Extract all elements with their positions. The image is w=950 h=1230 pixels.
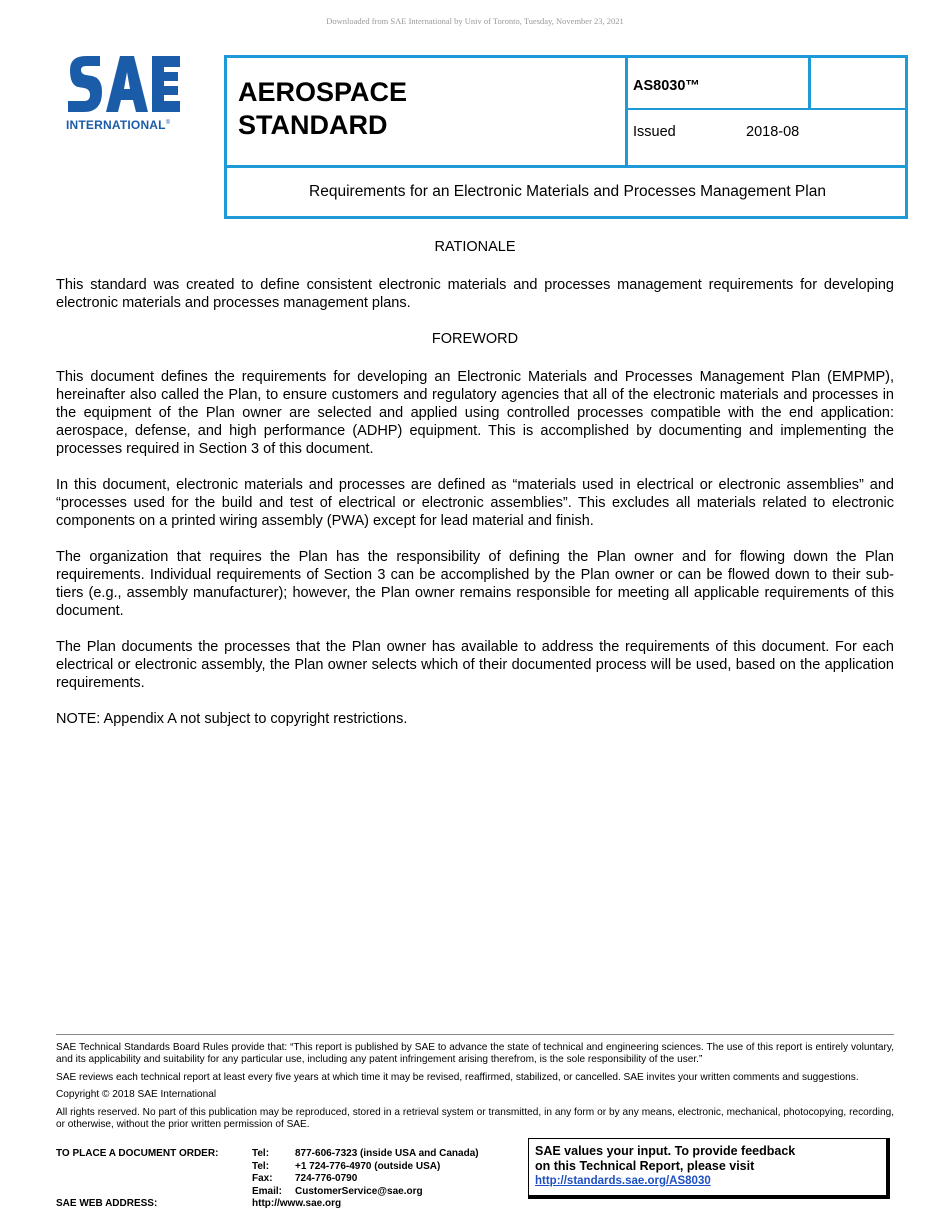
footer [56, 1034, 894, 1136]
registered-mark: ® [165, 120, 171, 126]
contact-row [252, 1148, 479, 1161]
document-title: Requirements for an Electronic Materials and Processes Management Plan [309, 183, 826, 200]
contact-row [252, 1173, 479, 1186]
divider [808, 58, 811, 108]
paragraph: The Plan documents the processes that the Plan owner has available to address the requirements of this document. For each electrical or electronic assembly, the Plan owner selects which of their documented process will be used, based on the application requirements. [56, 639, 894, 691]
contact-email-link[interactable]: CustomerService@sae.org [295, 1185, 423, 1197]
feedback-link[interactable]: http://standards.sae.org/AS8030 [535, 1175, 711, 1187]
rationale-text: This standard was created to define consistent electronic materials and processes management requirements for developing electronic materials and processes management plans. [56, 277, 894, 311]
contact-key: Tel: [252, 1160, 270, 1172]
paragraph: In this document, electronic materials and processes are defined as “materials used in electrical or electronic assemblies” and “processes used for the build and test of electrical or electronic assemblies”. This excludes all materials related to electronic components on a printed wiring assembly (PWA) except for lead material and finish. [56, 477, 894, 529]
document-number: AS8030™ [633, 78, 700, 94]
document-type [238, 76, 407, 142]
doc-type-line1: AEROSPACE [238, 77, 408, 107]
standard-header-box [224, 55, 908, 219]
note: NOTE: Appendix A not subject to copyright restrictions. [56, 711, 408, 727]
sae-logo-icon [66, 54, 182, 114]
contact-value: 877-606-7323 (inside USA and Canada) [295, 1148, 479, 1159]
foreword-heading: FOREWORD [431, 331, 519, 347]
contact-value: +1 724-776-4970 (outside USA) [295, 1160, 441, 1172]
web-address-label: SAE WEB ADDRESS: [56, 1198, 158, 1209]
contact-list [252, 1148, 479, 1198]
contact-key: Email: [252, 1185, 283, 1197]
feedback-text: SAE values your input. To provide feedback [535, 1144, 796, 1158]
contact-row [252, 1161, 479, 1174]
contact-key: Tel: [252, 1148, 270, 1159]
paragraph: This document defines the requirements for developing an Electronic Materials and Processes Management Plan (EMPMP), hereinafter also called the Plan, to ensure customers and regulatory agencies that all of the electronic materials and processes in the equipment of the Plan owner are selected and applied using controlled processes compatible with the end application: aerospace, defense, and high performance (ADHP) equipment. This is accomplished by documenting and implementing the processes required in Section 3 of this document. [56, 369, 894, 457]
order-label: TO PLACE A DOCUMENT ORDER: [56, 1148, 219, 1159]
sae-logo [66, 54, 186, 134]
contact-key: Fax: [252, 1173, 273, 1184]
feedback-box [528, 1138, 890, 1199]
paragraph: The organization that requires the Plan has the responsibility of defining the Plan owner and for flowing down the Plan requirements. Individual requirements of Section 3 can be accomplished by the Plan owner or can be flowed down to their sub-tiers (e.g., assembly manufacturer); however, the Plan owner remains responsible for meeting all applicable requirements of this document. [56, 549, 894, 619]
download-watermark: Downloaded from SAE International by Univ of Toronto, Tuesday, November 23, 2021 [326, 16, 624, 26]
logo-tagline: INTERNATIONAL® [66, 118, 171, 132]
copyright: Copyright © 2018 SAE International [56, 1089, 217, 1101]
board-rules: SAE Technical Standards Board Rules provide that: “This report is published by SAE to advance the state of technical and engineering sciences. The use of this report is entirely voluntary, and its applicability and suitability for any particular use, including any patent infringement arising therefrom, is the sole responsibility of the user.” [56, 1042, 894, 1066]
issued-date: 2018-08 [746, 124, 800, 140]
contact-row [252, 1186, 479, 1199]
divider [227, 165, 908, 168]
web-address-link[interactable]: http://www.sae.org [252, 1198, 342, 1209]
contact-value: 724-776-0790 [295, 1173, 358, 1184]
document-body [56, 238, 894, 746]
doc-type-line2: STANDARD [238, 110, 388, 140]
divider [625, 58, 628, 166]
issued-label: Issued [633, 124, 676, 140]
review-notice: SAE reviews each technical report at least every five years at which time it may be revised, reaffirmed, stabilized, or cancelled. SAE invites your written comments and suggestions. [56, 1071, 859, 1083]
rationale-heading: RATIONALE [434, 239, 516, 255]
rights-notice: All rights reserved. No part of this publication may be reproduced, stored in a retrieval system or transmitted, in any form or by any means, electronic, mechanical, photocopying, recording, or otherwise, without the prior written permission of SAE. [56, 1106, 894, 1131]
feedback-text: on this Technical Report, please visit [535, 1159, 755, 1173]
divider [625, 108, 908, 110]
